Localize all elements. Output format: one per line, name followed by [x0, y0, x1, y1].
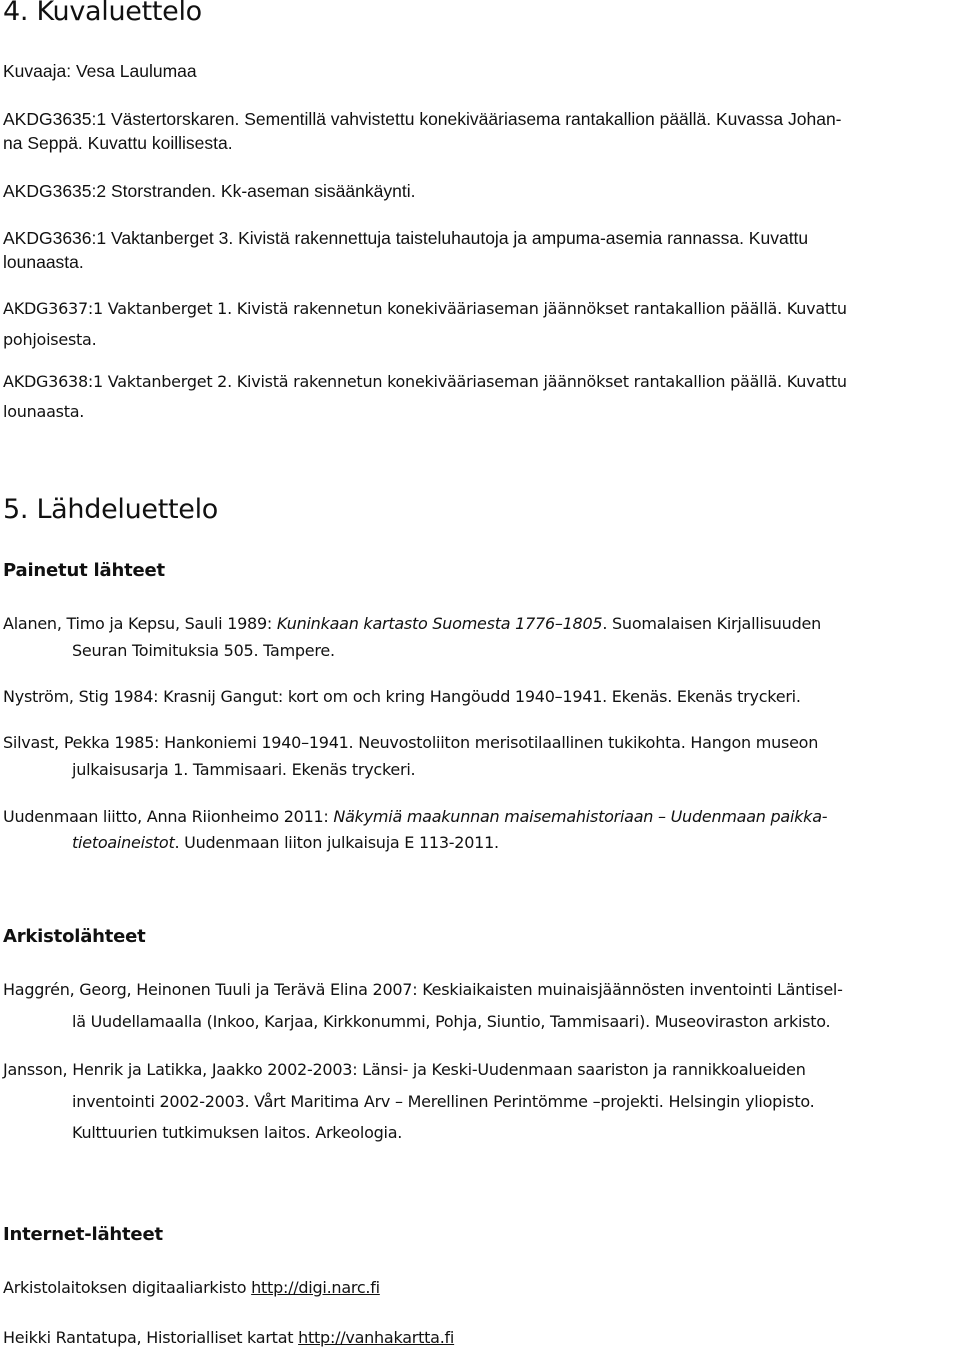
reference-line: Kulttuurien tutkimuksen laitos. Arkeologia. [72, 1123, 403, 1142]
reference-author: Alanen, Timo ja Kepsu, Sauli 1989: [3, 614, 277, 633]
image-entry-line: AKDG3638:1 Vaktanberget 2. Kivistä rakennetun konekivääriaseman jäännökset rantakallion päällä. Kuvattu [3, 372, 847, 391]
image-entry-line: AKDG3636:1 Vaktanberget 3. Kivistä rakennettuja taisteluhautoja ja ampuma-asemia rannassa. Kuvattu [3, 228, 809, 248]
reference-line: julkaisusarja 1. Tammisaari. Ekenäs tryckeri. [72, 760, 416, 779]
reference-text: Heikki Rantatupa, Historialliset kartat [3, 1328, 299, 1347]
reference-text: Arkistolaitoksen digitaaliarkisto [3, 1278, 252, 1297]
photographer-line: Kuvaaja: Vesa Laulumaa [3, 61, 197, 81]
image-entry-line: AKDG3635:2 Storstranden. Kk-aseman sisäänkäynti. [3, 181, 416, 201]
image-entry-line: pohjoisesta. [3, 330, 97, 349]
reference-line: Haggrén, Georg, Heinonen Tuuli ja Terävä Elina 2007: Keskiaikaisten muinaisjäännösten inventointi Läntisel- [3, 980, 843, 999]
subheading-arkistolahteet: Arkistolähteet [3, 926, 146, 947]
reference-line: Nyström, Stig 1984: Krasnij Gangut: kort om och kring Hangöudd 1940–1941. Ekenäs. Ekenäs tryckeri. [3, 687, 801, 706]
reference-link-vanhakartta[interactable]: http://vanhakartta.fi [298, 1328, 455, 1347]
image-entry-line: lounaasta. [3, 402, 85, 421]
section-heading-kuvaluettelo: 4. Kuvaluettelo [3, 0, 202, 27]
reference-line [3, 805, 827, 829]
subheading-painetut-lahteet: Painetut lähteet [3, 560, 165, 581]
reference-publisher: . Suomalaisen Kirjallisuuden [602, 614, 821, 633]
image-entry-line: lounaasta. [3, 252, 84, 272]
reference-line: inventointi 2002-2003. Vårt Maritima Arv – Merellinen Perintömme –projekti. Helsingin yliopisto. [72, 1092, 815, 1111]
reference-line: Jansson, Henrik ja Latikka, Jaakko 2002-2003: Länsi- ja Keski-Uudenmaan saariston ja rannikkoalueiden [3, 1060, 806, 1079]
subheading-internet-lahteet: Internet-lähteet [3, 1224, 163, 1245]
reference-line: Silvast, Pekka 1985: Hankoniemi 1940–1941. Neuvostoliiton merisotilaallinen tukikohta. Hangon museon [3, 733, 819, 752]
image-entry-line: AKDG3637:1 Vaktanberget 1. Kivistä rakennetun konekivääriaseman jäännökset rantakallion päällä. Kuvattu [3, 299, 847, 318]
reference-title: tietoaineistot [72, 833, 175, 852]
reference-line [3, 1276, 380, 1300]
reference-line [3, 612, 821, 636]
reference-publisher: . Uudenmaan liiton julkaisuja E 113-2011. [174, 833, 499, 852]
image-entry-line: AKDG3635:1 Västertorskaren. Sementillä vahvistettu konekivääriasema rantakallion päällä. Kuvassa Johan- [3, 109, 842, 129]
reference-author: Uudenmaan liitto, Anna Riionheimo 2011: [3, 807, 334, 826]
reference-line: lä Uudellamaalla (Inkoo, Karjaa, Kirkkonummi, Pohja, Siuntio, Tammisaari). Museoviraston arkisto. [72, 1012, 831, 1031]
reference-title: Kuninkaan kartasto Suomesta 1776–1805 [276, 614, 603, 633]
reference-line [3, 1326, 454, 1350]
reference-title: Näkymiä maakunnan maisemahistoriaan – Uudenmaan paikka- [333, 807, 828, 826]
reference-line: Seuran Toimituksia 505. Tampere. [72, 641, 335, 660]
section-heading-lahdeluettelo: 5. Lähdeluettelo [3, 494, 219, 525]
image-entry-line: na Seppä. Kuvattu koillisesta. [3, 133, 233, 153]
reference-link-digi-narc[interactable]: http://digi.narc.fi [251, 1278, 380, 1297]
reference-line [72, 831, 499, 855]
